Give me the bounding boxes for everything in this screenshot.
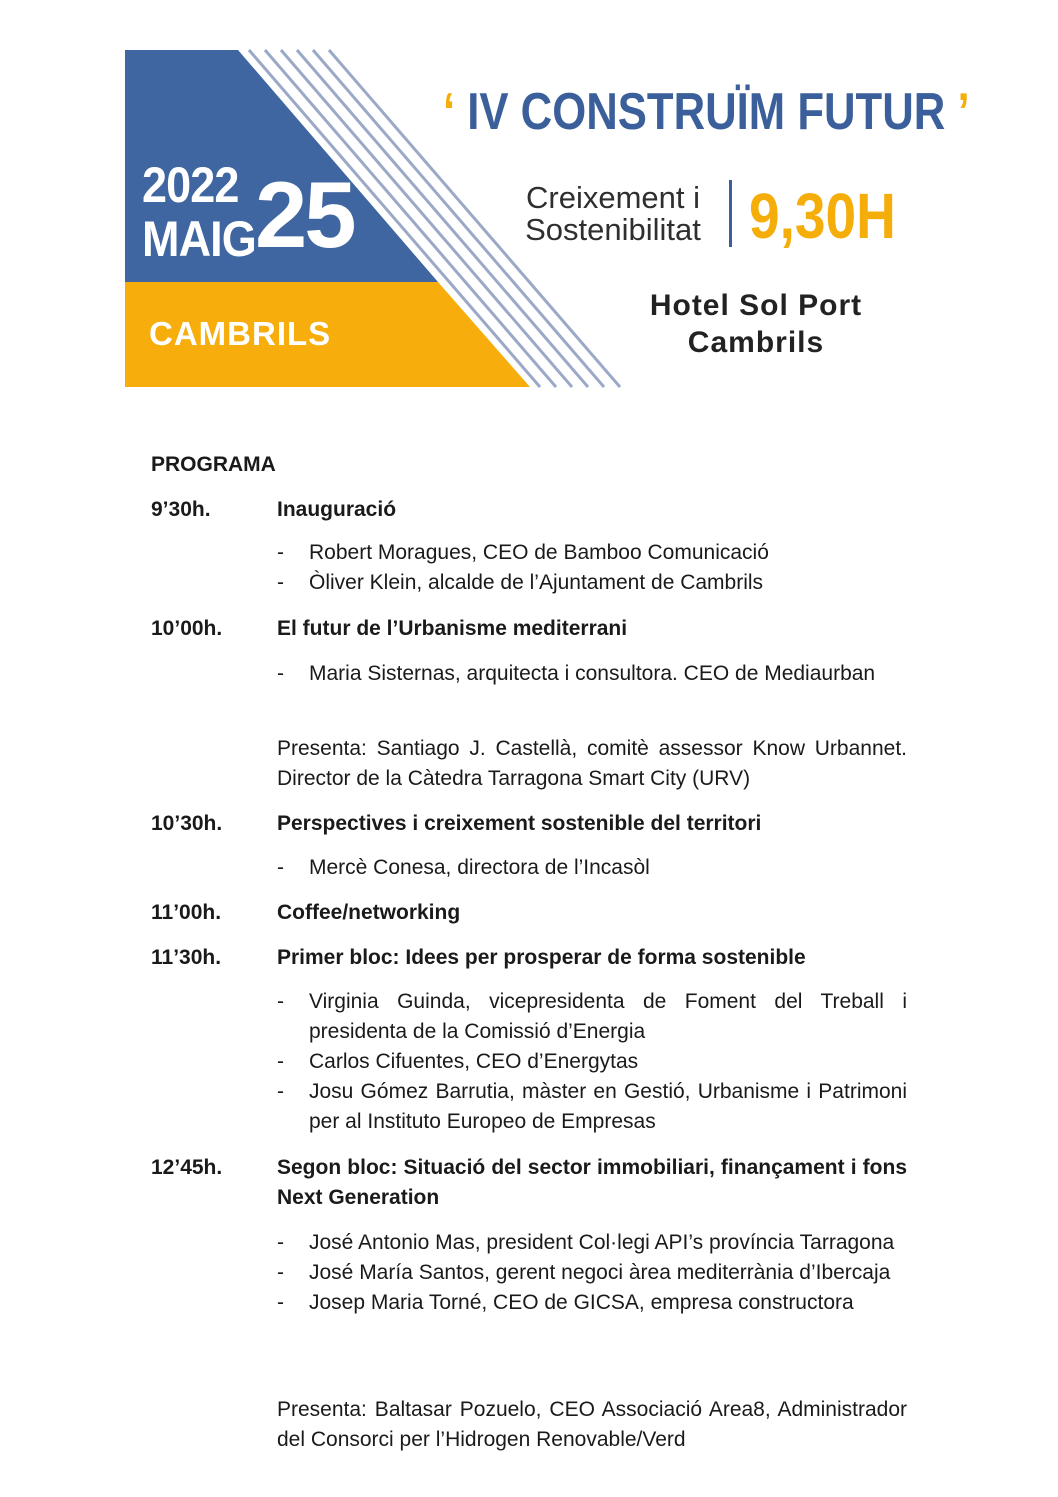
subtitle-line-1: Creixement i	[526, 180, 700, 215]
list-dash: -	[277, 1050, 284, 1073]
entry-title: El futur de l’Urbanisme mediterrani	[277, 617, 628, 640]
title-quote-close: ’	[957, 83, 970, 141]
banner-title	[443, 82, 970, 142]
list-dash: -	[277, 990, 284, 1013]
list-item-text: José María Santos, gerent negoci àrea mediterrània d’Ibercaja	[309, 1261, 891, 1284]
list-item-text: José Antonio Mas, president Col·legi API’s província Tarragona	[309, 1231, 895, 1254]
list-item	[277, 659, 907, 689]
banner-venue	[615, 287, 897, 361]
entry-time: 10’00h.	[151, 617, 223, 640]
speaker-list	[277, 538, 907, 598]
entry-title: Segon bloc: Situació del sector immobiliari, finançament i fons Next Generation	[277, 1156, 907, 1209]
entry-title: Perspectives i creixement sostenible del territori	[277, 812, 762, 835]
title-text: IV CONSTRUÏM FUTUR	[467, 83, 946, 141]
list-dash: -	[277, 1080, 284, 1103]
list-item	[277, 538, 907, 568]
list-dash: -	[277, 1231, 284, 1254]
list-item	[277, 1228, 907, 1258]
list-item-text: Òliver Klein, alcalde de l’Ajuntament de Cambrils	[309, 571, 764, 594]
list-item-text: Josu Gómez Barrutia, màster en Gestió, Urbanisme i Patrimoni per al Instituto Europeo de Empresas	[309, 1080, 907, 1133]
list-item	[277, 1258, 907, 1288]
list-item-text: Virginia Guinda, vicepresidenta de Foment del Treball i presidenta de la Comissió d’Energia	[309, 990, 907, 1043]
list-item	[277, 1077, 907, 1137]
list-item-text: Maria Sisternas, arquitecta i consultora. CEO de Mediaurban	[309, 662, 876, 685]
speaker-list	[277, 659, 907, 689]
banner-day: 25	[255, 162, 354, 267]
event-banner	[125, 50, 970, 387]
list-item-text: Mercè Conesa, directora de l’Incasòl	[309, 856, 650, 879]
list-item-text: Robert Moragues, CEO de Bamboo Comunicació	[309, 541, 769, 564]
entry-time: 9’30h.	[151, 498, 211, 521]
subtitle-line-2: Sostenibilitat	[525, 212, 701, 247]
presenter-note: Presenta: Santiago J. Castellà, comitè assessor Know Urbannet. Director de la Càtedra Tarragona Smart City (URV)	[277, 737, 907, 790]
entry-time: 10’30h.	[151, 812, 223, 835]
list-dash: -	[277, 662, 284, 685]
banner-month: MAIG	[142, 211, 256, 267]
list-item	[277, 1288, 907, 1318]
list-item-text: Josep Maria Torné, CEO de GICSA, empresa constructora	[309, 1291, 854, 1314]
banner-time: 9,30H	[749, 180, 896, 252]
list-item-text: Carlos Cifuentes, CEO d’Energytas	[309, 1050, 639, 1073]
list-dash: -	[277, 856, 284, 879]
banner-city: CAMBRILS	[149, 315, 332, 352]
venue-line-2: Cambrils	[687, 326, 825, 359]
list-item	[277, 568, 907, 598]
entry-time: 11’00h.	[151, 901, 222, 924]
list-item	[277, 1047, 907, 1077]
list-dash: -	[277, 1261, 284, 1284]
entry-time: 11’30h.	[151, 946, 222, 969]
venue-line-1: Hotel Sol Port	[649, 289, 863, 322]
presenter-note: Presenta: Baltasar Pozuelo, CEO Associació Area8, Administrador del Consorci per l’Hidrogen Renovable/Verd	[277, 1398, 907, 1451]
list-dash: -	[277, 571, 284, 594]
entry-title: Coffee/networking	[277, 901, 461, 924]
speaker-list	[277, 1228, 907, 1318]
list-item	[277, 853, 907, 883]
title-quote-open: ‘	[443, 83, 456, 141]
banner-subtitle	[515, 182, 711, 246]
program-heading: PROGRAMA	[151, 453, 276, 476]
banner-year: 2022	[142, 157, 239, 213]
list-dash: -	[277, 1291, 284, 1314]
list-item	[277, 987, 907, 1047]
entry-title: Primer bloc: Idees per prosperar de forma sostenible	[277, 946, 806, 969]
banner-separator	[729, 180, 732, 247]
list-dash: -	[277, 541, 284, 564]
entry-title: Inauguració	[277, 498, 397, 521]
entry-time: 12’45h.	[151, 1156, 223, 1179]
speaker-list	[277, 987, 907, 1137]
speaker-list	[277, 853, 907, 883]
